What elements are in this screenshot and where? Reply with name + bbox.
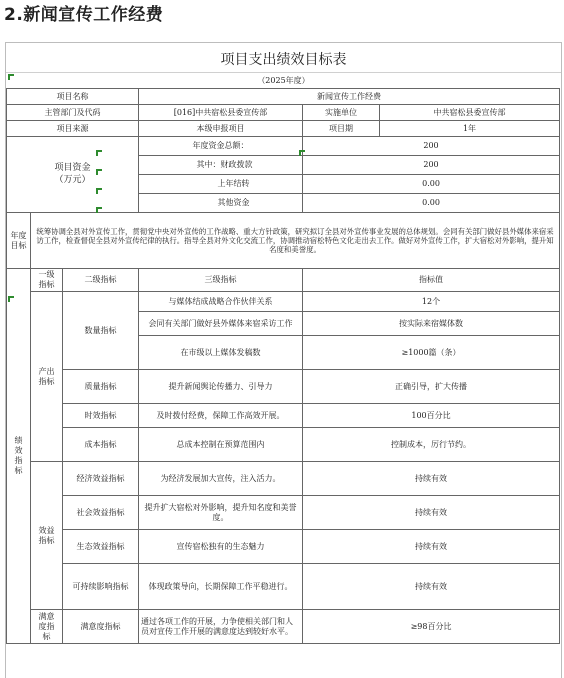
indicator-cell: 宣传宿松独有的生态魅力	[139, 530, 303, 564]
funds-fiscal-value: 200	[303, 156, 560, 175]
time-label: 时效指标	[63, 404, 139, 428]
economic-label: 经济效益指标	[63, 462, 139, 496]
project-name-label: 项目名称	[7, 89, 139, 105]
section-heading: 2.新闻宣传工作经费	[4, 5, 164, 25]
quantity-label: 数量指标	[63, 292, 139, 370]
header-level2: 二级指标	[63, 269, 139, 292]
value-cell: 100百分比	[303, 404, 560, 428]
ecological-label: 生态效益指标	[63, 530, 139, 564]
value-cell: 持续有效	[303, 462, 560, 496]
cell-marker	[8, 74, 14, 80]
value-cell: 控制成本，厉行节约。	[303, 428, 560, 462]
table-row	[7, 610, 560, 644]
indicator-cell: 通过各项工作的开展，力争使相关部门和人员对宣传工作开展的满意度达到较好水平。	[139, 610, 303, 644]
value-cell: 按实际来宿媒体数	[303, 312, 560, 336]
indicator-cell: 及时拨付经费，保障工作高效开展。	[139, 404, 303, 428]
quality-label: 质量指标	[63, 370, 139, 404]
funds-fiscal-label: 其中：财政拨款	[139, 156, 303, 175]
form-title: 项目支出绩效目标表	[220, 52, 347, 68]
form-year: （2025年度）	[257, 76, 310, 85]
benefit-label: 效益 指标	[31, 462, 63, 610]
header-level3: 三级指标	[139, 269, 303, 292]
table-row	[7, 404, 560, 428]
cell-marker	[96, 150, 102, 156]
satisfaction-label: 满意 度指 标	[31, 610, 63, 644]
table-row	[7, 462, 560, 496]
funds-other-label: 其他资金	[139, 194, 303, 213]
cell-marker	[96, 207, 102, 213]
funds-carryover-label: 上年结转	[139, 175, 303, 194]
table-row	[7, 530, 560, 564]
value-cell: 正确引导，扩大传播	[303, 370, 560, 404]
cell-marker	[299, 150, 305, 156]
value-cell: 持续有效	[303, 564, 560, 610]
period-label: 项目期	[303, 121, 380, 137]
indicator-cell: 总成本控制在预算范围内	[139, 428, 303, 462]
table-row	[7, 370, 560, 404]
value-cell: ≥1000篇（条）	[303, 336, 560, 370]
perf-label: 绩 效 指 标	[7, 269, 31, 644]
value-cell: 持续有效	[303, 530, 560, 564]
table-row	[7, 428, 560, 462]
goal-text: 统筹协调全县对外宣传工作，贯彻党中央对外宣传的工作战略、重大方针政策，研究拟订全县对外宣传事业发展的总体规划。会同有关部门做好县外媒体来宿采访工作，检查督促全县对外宣传纪律的执行。指导全县对外文化交流工作，协调推动宿松特色文化走出去工作。做好对外宣传工作，扩大宿松对外影响，提升知名度和美誉度。	[31, 213, 560, 269]
social-label: 社会效益指标	[63, 496, 139, 530]
performance-table	[6, 88, 560, 644]
period-value: 1年	[380, 121, 560, 137]
goal-label: 年度 目标	[7, 213, 31, 269]
table-row	[7, 496, 560, 530]
title-divider	[6, 72, 561, 73]
table-row	[7, 292, 560, 312]
value-cell: ≥98百分比	[303, 610, 560, 644]
table-row	[7, 564, 560, 610]
satisfaction2-label: 满意度指标	[63, 610, 139, 644]
impl-value: 中共宿松县委宣传部	[380, 105, 560, 121]
cost-label: 成本指标	[63, 428, 139, 462]
source-value: 本级申报项目	[139, 121, 303, 137]
cell-marker	[8, 296, 14, 302]
header-level1: 一级 指标	[31, 269, 63, 292]
impl-label: 实施单位	[303, 105, 380, 121]
value-cell: 持续有效	[303, 496, 560, 530]
row-funds-total	[7, 137, 560, 156]
project-name-value: 新闻宣传工作经费	[139, 89, 560, 105]
cell-marker	[96, 169, 102, 175]
indicator-cell: 体现政策导向，长期保障工作平稳进行。	[139, 564, 303, 610]
indicator-cell: 为经济发展加大宣传，注入活力。	[139, 462, 303, 496]
row-annual-goal	[7, 213, 560, 269]
indicator-cell: 在市级以上媒体发稿数	[139, 336, 303, 370]
row-source	[7, 121, 560, 137]
indicator-cell: 提升新闻舆论传播力、引导力	[139, 370, 303, 404]
row-perf-header	[7, 269, 560, 292]
funds-carryover-value: 0.00	[303, 175, 560, 194]
output-label: 产出 指标	[31, 292, 63, 462]
funds-total-value: 200	[303, 137, 560, 156]
funds-label: 项目资金 （万元）	[7, 137, 139, 213]
row-department	[7, 105, 560, 121]
dept-label: 主管部门及代码	[7, 105, 139, 121]
indicator-cell: 会同有关部门做好县外媒体来宿采访工作	[139, 312, 303, 336]
indicator-cell: 与媒体结成战略合作伙伴关系	[139, 292, 303, 312]
sustainable-label: 可持续影响指标	[63, 564, 139, 610]
header-value: 指标值	[303, 269, 560, 292]
funds-other-value: 0.00	[303, 194, 560, 213]
funds-total-label: 年度资金总额：	[139, 137, 303, 156]
value-cell: 12个	[303, 292, 560, 312]
dept-value: [016]中共宿松县委宣传部	[139, 105, 303, 121]
source-label: 项目来源	[7, 121, 139, 137]
cell-marker	[96, 188, 102, 194]
indicator-cell: 提升扩大宿松对外影响，提升知名度和美誉度。	[139, 496, 303, 530]
row-project-name	[7, 89, 560, 105]
